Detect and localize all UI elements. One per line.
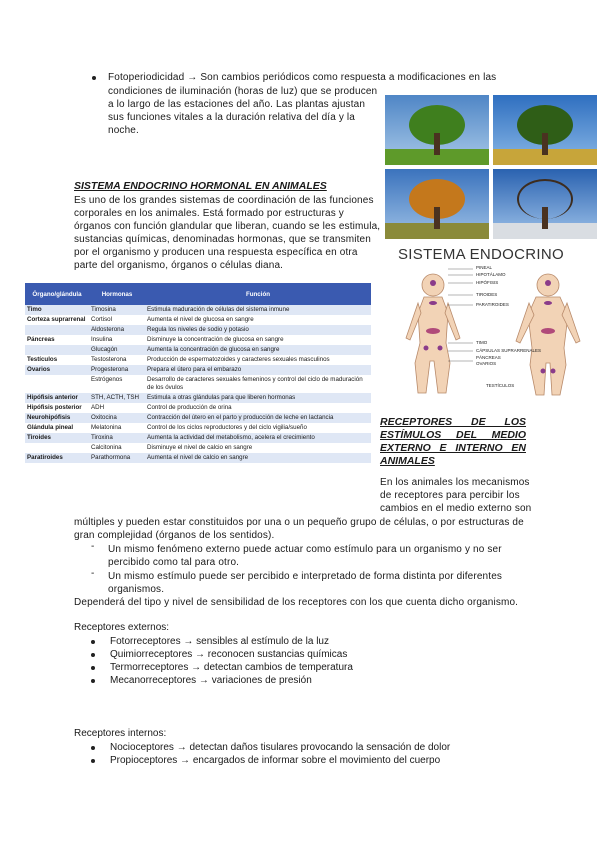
endocrine-line: corporales en los animales. Está formado por estructuras y — [74, 208, 344, 219]
table-row — [25, 393, 371, 403]
table-cell: Aumenta la concentración de glucosa en sangre — [145, 345, 371, 355]
table-cell: Regula los niveles de sodio y potasio — [145, 325, 371, 335]
receptors-heading-line: ANIMALES — [380, 455, 435, 467]
receptors-full-line-1: múltiples y pueden estar constituidos por una o un pequeño grupo de células, o por estructuras de — [74, 517, 524, 528]
table-cell: Calcitonina — [91, 444, 122, 451]
table-row — [25, 443, 371, 453]
table-cell: Testículos — [27, 356, 58, 363]
bullet-dot — [91, 679, 95, 683]
human-figures-drawing — [388, 243, 598, 403]
endocrine-line: por el organismo y producen una respuesta específica en otra — [74, 247, 358, 258]
list-item — [88, 635, 353, 648]
table-cell: Disminuye la concentración de glucosa en sangre — [147, 336, 284, 343]
table-cell: Insulina — [91, 336, 113, 343]
table-row — [25, 365, 371, 375]
diagram-label: TIROIDES — [476, 292, 498, 297]
table-row — [25, 433, 371, 443]
season-winter — [493, 169, 597, 239]
table-cell: Contracción del útero en el parto y producción de leche en lactancia — [145, 413, 371, 423]
table-cell: Glucagón — [89, 345, 145, 355]
list-item-text: Mecanorreceptores → variaciones de presión — [110, 675, 312, 686]
table-cell — [25, 443, 89, 453]
table-header-function: Función — [145, 283, 371, 305]
diagram-label: TIMO — [476, 340, 488, 345]
dash-item-1-line-1: Un mismo fenómeno externo puede actuar como estímulo para un organismo y no ser — [108, 544, 502, 555]
table-cell: Estrógenos — [91, 376, 123, 383]
table-row — [25, 305, 371, 315]
table-header-organ: Órgano/glándula — [25, 283, 89, 305]
table-cell: Disminuye el nivel de calcio en sangre — [147, 444, 253, 451]
list-item — [88, 648, 353, 661]
receptors-right-text — [380, 476, 532, 515]
table-cell: Timo — [25, 305, 89, 315]
season-spring — [385, 95, 489, 165]
list-item — [88, 674, 353, 687]
dash-marker: - — [91, 541, 95, 552]
bullet-dot — [91, 666, 95, 670]
endocrine-line: sustancias químicas, denominadas hormonas, que se transmiten — [74, 234, 371, 245]
table-cell: Neurohipófisis — [25, 413, 89, 423]
intro-line-3: a lo largo de las estaciones del año. Las plantas ajustan — [108, 99, 366, 110]
diagram-label: PINEAL — [476, 265, 493, 270]
receptors-line: En los animales los mecanismos — [380, 477, 530, 488]
table-row — [25, 345, 371, 355]
table-cell: Melatonina — [91, 424, 122, 431]
diagram-label: OVARIOS — [476, 361, 497, 366]
table-row — [25, 403, 371, 413]
external-receptors-list — [88, 635, 353, 687]
list-item-text: Quimiorreceptores → reconocen sustancias químicas — [110, 649, 348, 660]
season-autumn — [385, 169, 489, 239]
list-item-text: Propioceptores → encargados de informar sobre el movimiento del cuerpo — [110, 755, 441, 766]
table-row — [25, 315, 371, 325]
list-item — [88, 754, 450, 767]
bullet-dot — [91, 746, 95, 750]
diagram-label: HIPOTÁLAMO — [476, 272, 506, 277]
table-cell: Estimula a otras glándulas para que liberen hormonas — [145, 393, 371, 403]
intro-line-4: sus funciones vitales a la duración relativa del día y la — [108, 112, 356, 123]
endocrine-line: Es uno de los grandes sistemas de coordinación de las funciones — [74, 195, 374, 206]
table-cell: Desarrollo de caracteres sexuales femeninos y control del ciclo de maduración de los óvulos — [147, 376, 363, 391]
list-item-text: Termorreceptores → detectan cambios de temperatura — [110, 662, 353, 673]
table-cell: Progesterona — [89, 365, 145, 375]
receptors-line: de receptores para percibir los — [380, 490, 520, 501]
table-cell — [25, 325, 89, 335]
table-header-hormones: Hormonas — [89, 283, 145, 305]
intro-line-1: Fotoperiodicidad → Son cambios periódicos como respuesta a modificaciones en las — [108, 72, 497, 83]
table-cell: Parathormona — [89, 453, 145, 463]
endocrine-paragraph — [74, 194, 381, 272]
table-cell: Tiroides — [25, 433, 89, 443]
table-cell: Ovarios — [25, 365, 89, 375]
table-cell: Cortisol — [91, 316, 112, 323]
table-cell: Estimula maduración de células del sistema inmune — [145, 305, 371, 315]
season-summer — [493, 95, 597, 165]
table-cell: Aumenta el nivel de glucosa en sangre — [147, 316, 254, 323]
receptors-full-line-2: gran complejidad (órganos de los sentidos). — [74, 530, 275, 541]
receptors-heading — [380, 416, 526, 468]
table-cell: Control de producción de orina — [147, 404, 232, 411]
dash-marker: - — [91, 568, 95, 579]
table-row — [25, 423, 371, 433]
table-cell: ADH — [91, 404, 105, 411]
table-cell: Aldosterona — [89, 325, 145, 335]
table-row — [25, 375, 371, 393]
dash-item-2-line-1: Un mismo estímulo puede ser percibido e interpretado de forma distinta por diferentes — [108, 571, 503, 582]
gland-table-wrapper — [25, 283, 371, 463]
table-cell: Oxitocina — [89, 413, 145, 423]
table-row — [25, 413, 371, 423]
table-cell: Páncreas — [27, 336, 55, 343]
diagram-title: SISTEMA ENDOCRINO — [398, 246, 564, 263]
internal-receptors-list — [88, 741, 450, 767]
endocrine-diagram — [388, 243, 598, 403]
table-cell: Producción de espermatozoides y caracteres sexuales masculinos — [147, 356, 330, 363]
list-item — [88, 661, 353, 674]
endocrine-line: parte del organismo, órganos o células diana. — [74, 260, 284, 271]
table-cell: Tiroxina — [89, 433, 145, 443]
endocrine-line: órganos con función glandular que liberan, cuando se les estimula, — [74, 221, 381, 232]
intro-line-5: noche. — [108, 125, 139, 136]
table-cell: Paratiroides — [25, 453, 89, 463]
intro-bullet-dot — [92, 76, 96, 80]
diagram-label: TESTÍCULOS — [486, 383, 515, 388]
endocrine-heading: SISTEMA ENDOCRINO HORMONAL EN ANIMALES — [74, 180, 327, 192]
diagram-label: HIPÓFISIS — [476, 280, 499, 285]
diagram-label: PARATIROIDES — [476, 302, 509, 307]
table-cell: Hipófisis posterior — [27, 404, 82, 411]
table-cell: Hipófisis anterior — [25, 393, 89, 403]
external-receptors-title: Receptores externos: — [74, 622, 170, 633]
internal-receptors-title: Receptores internos: — [74, 728, 167, 739]
receptors-heading-line: ESTÍMULOS DEL MEDIO — [380, 429, 526, 441]
table-row — [25, 453, 371, 463]
diagram-label: PÁNCREAS — [476, 355, 501, 360]
table-cell: Prepara el útero para el embarazo — [145, 365, 371, 375]
dash-item-2-line-2: organismos. — [108, 584, 165, 595]
receptors-line: cambios en el medio externo son — [380, 503, 532, 514]
table-cell — [25, 375, 89, 393]
table-cell: Timosina — [89, 305, 145, 315]
bullet-dot — [91, 759, 95, 763]
list-item-text: Fotorreceptores → sensibles al estímulo de la luz — [110, 636, 329, 647]
table-cell: Aumenta el nivel de calcio en sangre — [145, 453, 371, 463]
table-row — [25, 355, 371, 365]
receptors-conclusion: Dependerá del tipo y nivel de sensibilidad de los receptores con los que cuenta dicho organismo. — [74, 597, 519, 608]
table-cell: Aumenta la actividad del metabolismo, acelera el crecimiento — [145, 433, 371, 443]
list-item — [88, 741, 450, 754]
table-cell: Control de los ciclos reproductores y del ciclo vigilia/sueño — [147, 424, 307, 431]
gland-table — [25, 283, 371, 463]
bullet-dot — [91, 640, 95, 644]
table-cell — [25, 345, 89, 355]
table-cell: Testosterona — [91, 356, 127, 363]
intro-line-2: condiciones de iluminación (horas de luz) que se producen — [108, 86, 378, 97]
table-cell: Corteza suprarrenal — [27, 316, 86, 323]
table-row — [25, 325, 371, 335]
table-cell: STH, ACTH, TSH — [89, 393, 145, 403]
table-row — [25, 335, 371, 345]
list-item-text: Nocioceptores → detectan daños tisulares provocando la sensación de dolor — [110, 742, 451, 753]
table-cell: Glándula pineal — [27, 424, 74, 431]
seasons-tree-image — [385, 95, 597, 239]
receptors-heading-line: RECEPTORES DE LOS — [380, 416, 526, 428]
bullet-dot — [91, 653, 95, 657]
receptors-heading-line: EXTERNO E INTERNO EN — [380, 442, 526, 454]
dash-item-1-line-2: percibido como tal para otro. — [108, 557, 240, 568]
diagram-label: CÁPSULAS SUPRARRENALES — [476, 348, 542, 353]
